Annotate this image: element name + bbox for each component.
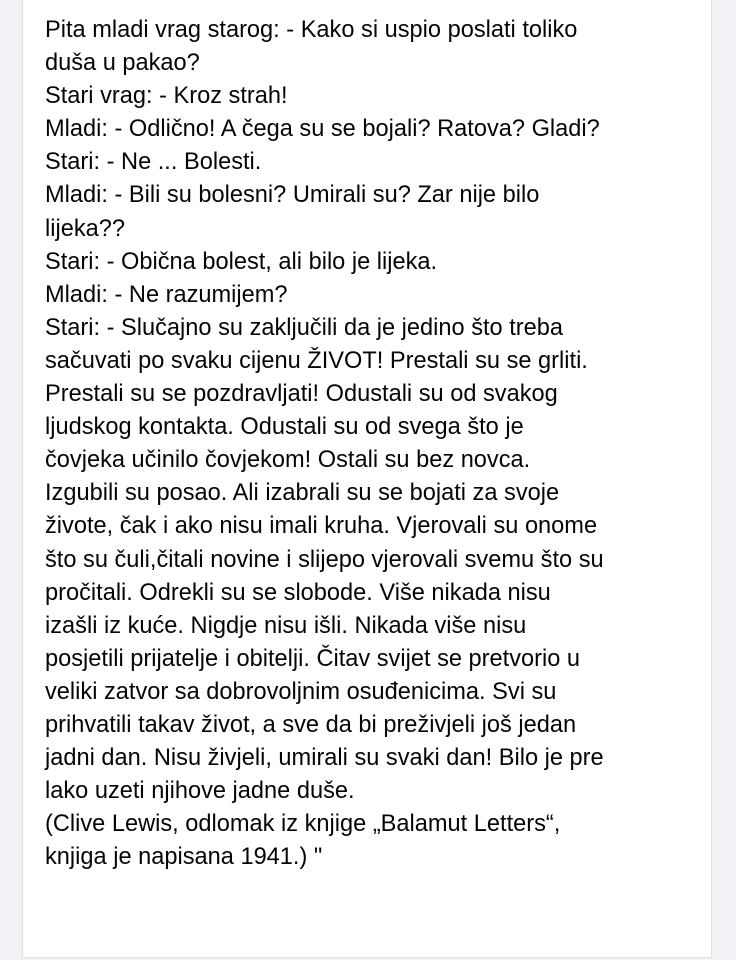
post-text-line: pročitali. Odrekli su se slobode. Više nikada nisu xyxy=(45,579,551,606)
post-text-line: ljudskog kontakta. Odustali su od svega što je xyxy=(45,414,524,441)
post-text-line: knjiga je napisana 1941.) " xyxy=(45,844,323,871)
post-text-line: izašli iz kuće. Nigdje nisu išli. Nikada više nisu xyxy=(45,612,527,639)
post-card xyxy=(22,0,712,958)
post-text-line: Pita mladi vrag starog: - Kako si uspio poslati toliko xyxy=(45,17,578,43)
post-text xyxy=(45,14,705,874)
post-text-line: Mladi: - Bili su bolesni? Umirali su? Zar nije bilo xyxy=(45,182,540,209)
post-text-line: Stari: - Obična bolest, ali bilo je lijeka. xyxy=(45,248,438,275)
post-text-line: Stari: - Ne ... Bolesti. xyxy=(45,149,262,176)
post-text-line: sačuvati po svaku cijenu ŽIVOT! Prestali su se grliti. xyxy=(45,347,588,374)
post-text-line: duša u pakao? xyxy=(45,50,200,77)
post-text-line: jadni dan. Nisu živjeli, umirali su svaki dan! Bilo je pre xyxy=(45,745,604,772)
post-text-line: Stari vrag: - Kroz strah! xyxy=(45,83,288,110)
post-text-line: posjetili prijatelje i obitelji. Čitav svijet se pretvorio u xyxy=(45,645,581,672)
post-text-line: Izgubili su posao. Ali izabrali su se bojati za svoje xyxy=(45,480,560,507)
post-text-line: Stari: - Slučajno su zaključili da je jedino što treba xyxy=(45,314,564,341)
post-text-line: lako uzeti njihove jadne duše. xyxy=(45,778,355,805)
post-text-line: čovjeka učinilo čovjekom! Ostali su bez novca. xyxy=(45,447,531,474)
post-text-line: Mladi: - Odlično! A čega su se bojali? Ratova? Gladi? xyxy=(45,116,600,143)
post-text-line: veliki zatvor sa dobrovoljnim osuđenicima. Svi su xyxy=(45,678,557,705)
post-text-line: lijeka?? xyxy=(45,215,126,242)
post-text-line: (Clive Lewis, odlomak iz knjige „Balamut Letters“, xyxy=(45,811,561,838)
post-text-line: što su čuli,čitali novine i slijepo vjerovali svemu što su xyxy=(45,546,604,573)
post-text-line: živote, čak i ako nisu imali kruha. Vjerovali su onome xyxy=(45,513,598,540)
post-text-line: Mladi: - Ne razumijem? xyxy=(45,281,288,308)
post-text-line: Prestali su se pozdravljati! Odustali su od svakog xyxy=(45,381,558,408)
post-text-line: prihvatili takav život, a sve da bi preživjeli još jedan xyxy=(45,711,577,738)
